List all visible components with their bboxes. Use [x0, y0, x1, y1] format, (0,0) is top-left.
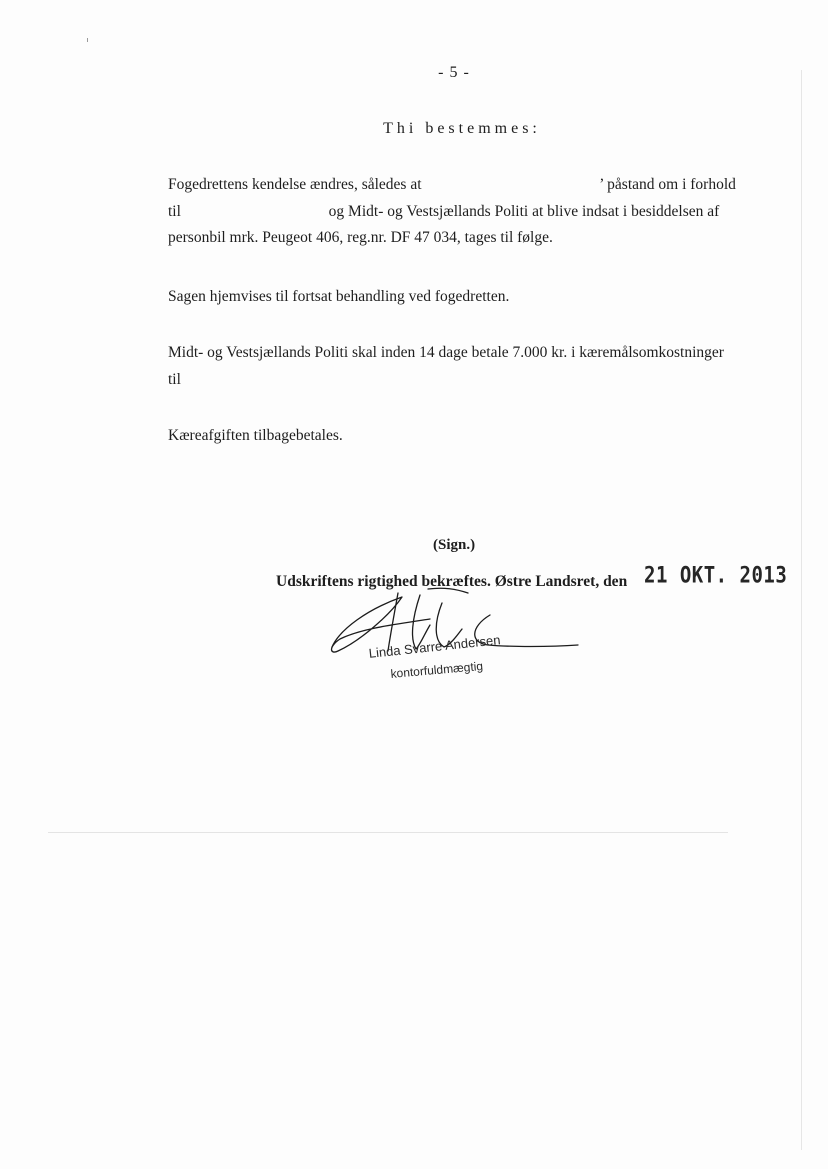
paragraph-3-line-1: Midt- og Vestsjællands Politi skal inden 14 dage betale 7.000 kr. i kæremålsomkostninger — [168, 344, 724, 361]
handwritten-signature — [320, 585, 600, 665]
paragraph-1-line-1-end: ’ påstand om i forhold — [599, 176, 736, 193]
date-stamp: 21 OKT. 2013 — [644, 563, 788, 589]
page-edge-line — [801, 70, 802, 1150]
certification-line: Udskriftens rigtighed bekræftes. Østre Landsret, den — [276, 573, 628, 590]
paragraph-1-line-2-end: og Midt- og Vestsjællands Politi at blive indsat i besiddelsen af — [328, 202, 720, 220]
paragraph-1-line-3: personbil mrk. Peugeot 406, reg.nr. DF 47 034, tages til følge. — [168, 229, 553, 246]
verdict-paragraph-1 — [168, 172, 758, 252]
paragraph-1-line-1 — [168, 172, 758, 199]
paragraph-3-line-2: til — [168, 370, 181, 388]
paragraph-1-line-1-start: Fogedrettens kendelse ændres, således at — [168, 176, 422, 193]
verdict-heading: Thi bestemmes: — [383, 120, 541, 137]
scan-fold-line — [48, 832, 728, 833]
scan-speck — [87, 38, 88, 42]
signer-name: Linda Svarre Andersen — [368, 632, 502, 661]
page-number: - 5 - — [438, 64, 470, 81]
verdict-paragraph-2: Sagen hjemvises til fortsat behandling ved fogedretten. — [168, 288, 510, 305]
verdict-paragraph-4: Kæreafgiften tilbagebetales. — [168, 427, 343, 444]
paragraph-1-line-2 — [168, 199, 758, 226]
signer-title: kontorfuldmægtig — [390, 658, 484, 681]
paragraph-1-line-2-start: til — [168, 202, 181, 220]
verdict-paragraph-3 — [168, 340, 758, 393]
sign-label: (Sign.) — [433, 537, 476, 553]
